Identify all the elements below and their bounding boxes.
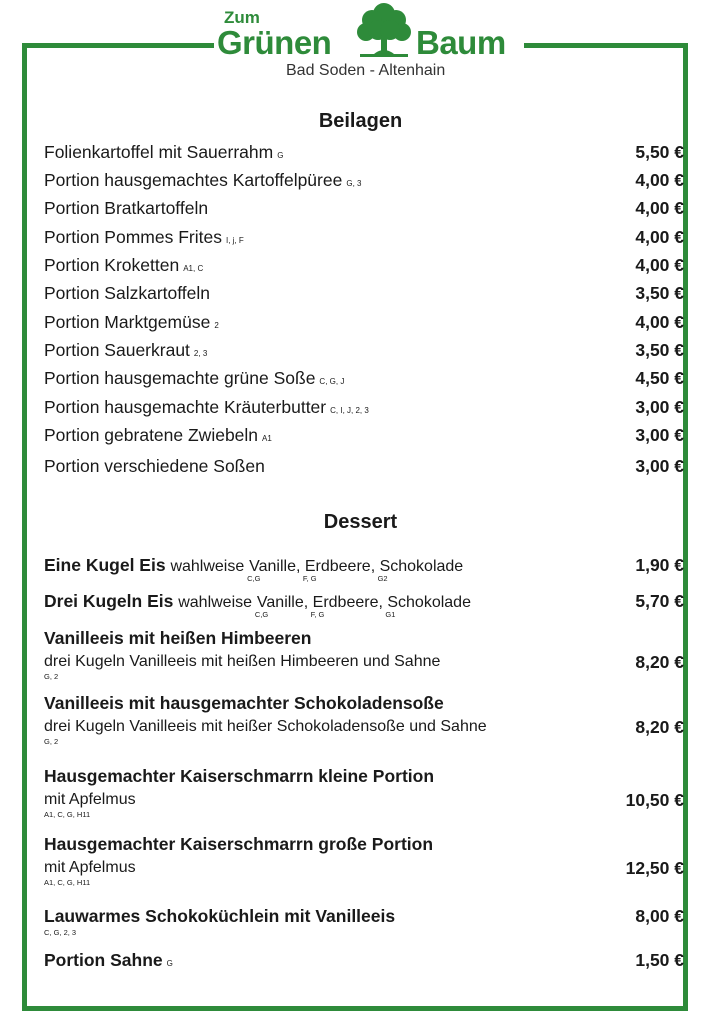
dessert-code: A1, C, G, H11	[44, 810, 91, 819]
dessert-intro: wahlweise	[178, 594, 253, 611]
dessert-price: 8,00 €	[635, 906, 684, 926]
logo-gruenen: Grünen	[217, 24, 332, 61]
item-name: Portion hausgemachte Kräuterbutter	[44, 397, 327, 417]
dessert-title: Vanilleeis mit heißen Himbeeren	[44, 628, 312, 648]
dessert-price: 12,50 €	[625, 858, 684, 878]
menu-item	[44, 227, 684, 253]
dessert-desc: mit Apfelmus	[44, 859, 136, 876]
dessert-desc: drei Kugeln Vanilleeis mit heißer Schokoladensoße und Sahne	[44, 718, 487, 735]
frame-top-left	[22, 43, 222, 48]
item-allergens: 2, 3	[193, 349, 208, 358]
item-price: 5,50 €	[635, 142, 684, 162]
item-allergens: G, 3	[346, 179, 362, 188]
logo-location: Bad Soden - Altenhain	[286, 62, 446, 79]
menu-item	[44, 283, 684, 309]
flavor-name: Vanille	[249, 558, 296, 575]
dessert-code: A1, C, G, H11	[44, 878, 91, 887]
flavor-code: C,G	[247, 574, 261, 583]
item-price: 4,00 €	[635, 227, 684, 247]
tree-icon	[352, 0, 416, 60]
dessert-desc: drei Kugeln Vanilleeis mit heißen Himbeeren und Sahne	[44, 653, 441, 670]
item-price: 4,00 €	[635, 255, 684, 275]
item-allergens: G	[277, 151, 284, 160]
frame-top-right	[516, 43, 688, 48]
flavor-name: Schokolade	[387, 594, 471, 611]
dessert-code: C, G, 2, 3	[44, 928, 77, 937]
dessert-item	[44, 950, 684, 971]
dessert-price: 1,90 €	[635, 555, 684, 575]
item-allergens: I, j, F	[225, 236, 244, 245]
item-price: 4,00 €	[635, 198, 684, 218]
item-allergens: A1	[262, 434, 272, 443]
flavor-code: C,G	[254, 610, 269, 619]
flavor-code: F, G	[302, 574, 317, 583]
item-name: Portion Bratkartoffeln	[44, 198, 209, 218]
menu-item	[44, 368, 684, 394]
item-price: 3,00 €	[635, 425, 684, 445]
item-allergens: 2	[214, 321, 219, 330]
item-name: Portion gebratene Zwiebeln	[44, 425, 259, 445]
menu-item	[44, 312, 684, 338]
item-name: Portion Sauerkraut	[44, 340, 190, 360]
dessert-price: 5,70 €	[635, 591, 684, 611]
dessert-title: Hausgemachter Kaiserschmarrn große Portion	[44, 834, 434, 854]
flavor-sep: ,	[370, 558, 380, 575]
item-allergens: C, I, J, 2, 3	[330, 406, 369, 415]
dessert-item	[44, 555, 684, 583]
menu-item	[44, 142, 684, 168]
dessert-intro: wahlweise	[170, 558, 245, 575]
dessert-title: Portion Sahne	[44, 950, 163, 970]
dessert-title: Hausgemachter Kaiserschmarrn kleine Portion	[44, 766, 435, 786]
dessert-item	[44, 834, 684, 887]
item-price: 4,50 €	[635, 368, 684, 388]
flavor-name: Erdbeere	[312, 594, 379, 611]
menu-item	[44, 397, 684, 423]
item-name: Portion Salzkartoffeln	[44, 283, 211, 303]
menu-item	[44, 198, 684, 224]
item-price: 3,00 €	[635, 397, 684, 417]
flavor-name: Erdbeere	[304, 558, 371, 575]
item-name: Portion verschiedene Soßen	[44, 456, 265, 476]
dessert-code: G, 2	[44, 737, 59, 746]
flavor-code: F, G	[310, 610, 325, 619]
item-name: Portion Marktgemüse	[44, 312, 211, 332]
item-name: Portion Pommes Frites	[44, 227, 222, 247]
dessert-price: 1,50 €	[635, 950, 684, 970]
flavor-sep: ,	[378, 594, 388, 611]
menu-item	[44, 170, 684, 196]
dessert-price: 10,50 €	[625, 790, 684, 810]
item-price: 4,00 €	[635, 170, 684, 190]
item-price: 3,50 €	[635, 340, 684, 360]
logo-zum: Zum	[224, 8, 260, 27]
menu-item	[44, 425, 684, 451]
flavor-name: Vanille	[256, 594, 304, 611]
flavor-code: G2	[377, 574, 388, 583]
item-allergens: A1, C	[183, 264, 204, 273]
item-name: Portion hausgemachtes Kartoffelpüree	[44, 170, 343, 190]
dessert-title: Lauwarmes Schokoküchlein mit Vanilleeis	[44, 906, 396, 926]
menu-item	[44, 255, 684, 281]
dessert-item	[44, 906, 684, 937]
dessert-code: G, 2	[44, 672, 59, 681]
dessert-price: 8,20 €	[635, 717, 684, 737]
item-name: Portion hausgemachte grüne Soße	[44, 368, 316, 388]
dessert-title: Drei Kugeln Eis	[44, 591, 174, 611]
flavor-sep: ,	[303, 594, 313, 611]
item-price: 3,50 €	[635, 283, 684, 303]
item-price: 4,00 €	[635, 312, 684, 332]
menu-item	[44, 456, 684, 482]
menu-item	[44, 340, 684, 366]
dessert-item	[44, 766, 684, 819]
beilagen-heading: Beilagen	[318, 110, 403, 132]
dessert-desc: mit Apfelmus	[44, 791, 136, 808]
dessert-item	[44, 628, 684, 681]
dessert-title: Vanilleeis mit hausgemachter Schokoladensoße	[44, 693, 444, 713]
logo-baum: Baum	[416, 24, 506, 61]
dessert-title: Eine Kugel Eis	[44, 555, 166, 575]
flavor-name: Schokolade	[379, 558, 464, 575]
flavor-sep: ,	[295, 558, 305, 575]
restaurant-logo	[214, 0, 524, 86]
dessert-heading: Dessert	[323, 511, 398, 533]
item-name: Portion Kroketten	[44, 255, 180, 275]
dessert-item	[44, 591, 684, 619]
dessert-allergens: G	[166, 959, 173, 968]
item-price: 3,00 €	[635, 456, 684, 476]
item-name: Folienkartoffel mit Sauerrahm	[44, 142, 274, 162]
dessert-price: 8,20 €	[635, 652, 684, 672]
item-allergens: C, G, J	[319, 377, 345, 386]
flavor-code: G1	[385, 610, 396, 619]
dessert-item	[44, 693, 684, 746]
